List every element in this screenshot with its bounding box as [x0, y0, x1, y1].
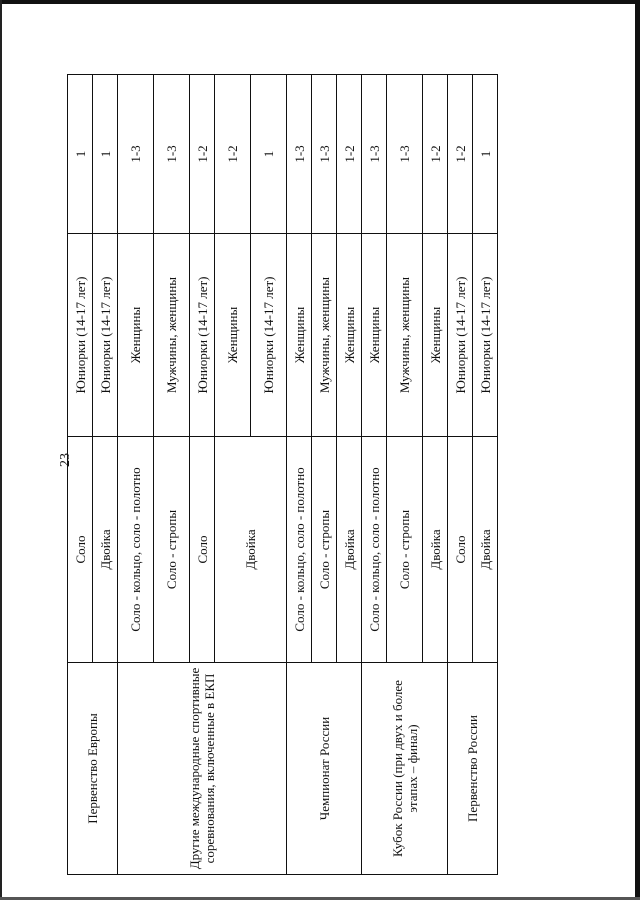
table-row: [287, 75, 312, 875]
places-cell: 1: [473, 75, 498, 234]
age-group-cell: Женщины: [362, 234, 387, 437]
age-group-cell: Юниорки (14-17 лет): [251, 234, 287, 437]
age-group-cell: Мужчины, женщины: [312, 234, 337, 437]
age-group-cell: Юниорки (14-17 лет): [93, 234, 118, 437]
places-cell: 1-3: [287, 75, 312, 234]
age-group-cell: Мужчины, женщины: [387, 234, 423, 437]
places-cell: 1-3: [362, 75, 387, 234]
places-cell: 1: [68, 75, 93, 234]
places-cell: 1-2: [337, 75, 362, 234]
age-group-cell: Юниорки (14-17 лет): [190, 234, 215, 437]
places-cell: 1-2: [423, 75, 448, 234]
discipline-cell: Двойка: [93, 437, 118, 663]
age-group-cell: Женщины: [287, 234, 312, 437]
discipline-cell: Двойка: [215, 437, 287, 663]
competition-cell: Кубок России (при двух и более этапах – финал): [362, 663, 448, 875]
competition-cell: Первенство Европы: [68, 663, 118, 875]
discipline-cell: Соло: [68, 437, 93, 663]
age-group-cell: Женщины: [337, 234, 362, 437]
places-cell: 1-3: [387, 75, 423, 234]
scan-border-right: [635, 0, 640, 900]
discipline-cell: Соло: [190, 437, 215, 663]
places-cell: 1-2: [448, 75, 473, 234]
competition-cell: Другие международные спортивные соревнования, включенные в ЕКП: [118, 663, 287, 875]
places-cell: 1: [251, 75, 287, 234]
places-cell: 1: [93, 75, 118, 234]
age-group-cell: Юниорки (14-17 лет): [448, 234, 473, 437]
page-number: 23: [58, 453, 73, 467]
places-cell: 1-2: [215, 75, 251, 234]
places-cell: 1-3: [312, 75, 337, 234]
competition-table: [67, 74, 498, 875]
competition-cell: Чемпионат России: [287, 663, 362, 875]
discipline-cell: Соло - кольцо, соло - полотно: [362, 437, 387, 663]
scan-border-top: [0, 0, 640, 4]
age-group-cell: Женщины: [423, 234, 448, 437]
places-cell: 1-3: [154, 75, 190, 234]
age-group-cell: Женщины: [215, 234, 251, 437]
age-group-cell: Юниорки (14-17 лет): [473, 234, 498, 437]
scan-border-left: [0, 0, 2, 900]
table-row: [68, 75, 93, 875]
discipline-cell: Двойка: [423, 437, 448, 663]
discipline-cell: Двойка: [337, 437, 362, 663]
discipline-cell: Соло - кольцо, соло - полотно: [287, 437, 312, 663]
competition-cell: Первенство России: [448, 663, 498, 875]
discipline-cell: Соло: [448, 437, 473, 663]
table-row: [448, 75, 473, 875]
discipline-cell: Соло - стропы: [154, 437, 190, 663]
places-cell: 1-2: [190, 75, 215, 234]
discipline-cell: Двойка: [473, 437, 498, 663]
age-group-cell: Мужчины, женщины: [154, 234, 190, 437]
discipline-cell: Соло - стропы: [312, 437, 337, 663]
discipline-cell: Соло - кольцо, соло - полотно: [118, 437, 154, 663]
places-cell: 1-3: [118, 75, 154, 234]
age-group-cell: Юниорки (14-17 лет): [68, 234, 93, 437]
age-group-cell: Женщины: [118, 234, 154, 437]
table-row: [118, 75, 154, 875]
discipline-cell: Соло - стропы: [387, 437, 423, 663]
table-row: [362, 75, 387, 875]
